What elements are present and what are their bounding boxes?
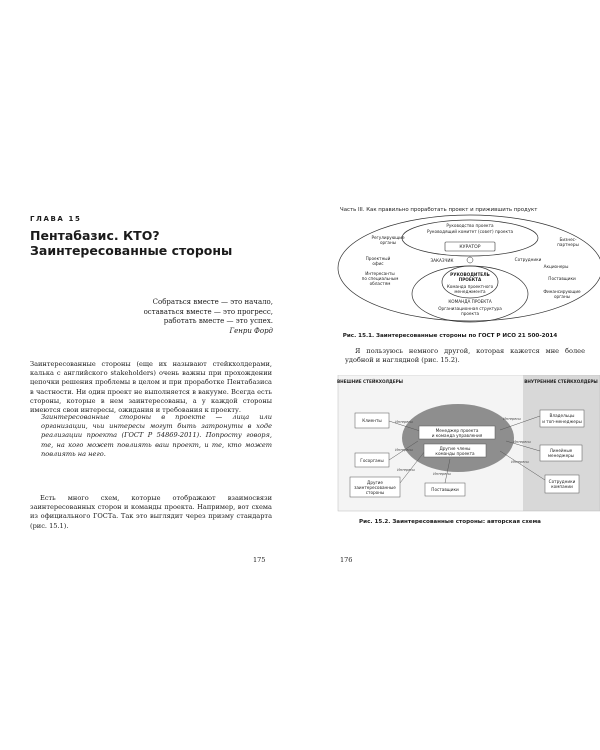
chapter-label: ГЛАВА 15 [30,215,82,223]
paragraph-intro: Заинтересованные стороны (еще их называют стейкхолдерами, калька с английского stakeholders) очень важны при прохождении цепочки решения проблемы в целом и при проработке Пентабазиса в частности. Ни один проект не выполняется в вакууме. Всегда есть стороны, которые в нем заинтересованы, а у каждой стороны имеются свои интересы, ожидания и требования к проекту. [30,360,272,415]
other-parties-label-3: стороны [365,490,385,495]
clients-label: Клиенты [362,418,382,423]
mgmt-label-2: менеджмента [454,289,486,294]
interests-tag-6: Интересы [513,440,531,444]
suppliers-label: Поставщики [548,276,576,281]
shareholders-label: Акционеры [543,264,569,269]
employees-label: Сотрудники [514,257,542,262]
gost-stakeholders-diagram [300,214,600,326]
head-label-1: РУКОВОДИТЕЛЬ [450,272,490,277]
members-label-1: Другие члены [439,446,471,451]
office-label-1: Проектный [365,256,391,261]
partners-label-1: Бизнес- [559,237,577,242]
interests-tag-1: Интересы [395,420,413,424]
paragraph-author-scheme: Я пользуюсь немного другой, которая кажется мне более удобной и наглядной (рис. 15.2). [345,347,585,365]
pm-label-1: Менеджер проекта [435,428,479,433]
curator-label: КУРАТОР [459,245,481,250]
page-number-left: 175 [253,556,266,564]
epigraph-line1: Собраться вместе — это начало, [152,298,273,306]
project-team-label: КОМАНДА ПРОЕКТА [448,299,492,304]
finance-label-1: Финансирующие [543,289,581,294]
figure-15-1-caption: Рис. 15.1. Заинтересованные стороны по ГОСТ Р ИСО 21 500-2014 [342,333,558,339]
epigraph-author: Генри Форд [229,326,273,335]
interests-tag-3: Интересы [397,468,415,472]
internal-title: ВНУТРЕННИЕ СТЕЙКХОЛДЕРЫ [524,379,598,384]
other-parties-label-1: Другие [367,480,383,485]
partners-label-2: партнеры [557,242,579,247]
page-number-right: 176 [340,556,353,564]
running-head: Часть III. Как правильно проработать проект и прижившить продукт [340,207,538,213]
regulators-label-2: органы [379,240,397,245]
author-stakeholders-diagram [300,375,600,515]
gov-label: Госорганы [360,458,384,463]
interests-label-2: по специальным [361,276,399,281]
top-label-2: Руководящий комитет (совет) проекта [426,229,514,234]
org-structure-label-1: Организационная структура [438,306,502,311]
interests-label-1: Интересанты [365,271,395,276]
interests-tag-5: Интересы [503,417,521,421]
owners-label-1: Владельцы [549,413,575,418]
employees-label-2: компании [551,484,573,489]
chapter-title [30,228,280,258]
finance-label-2: органы [553,294,571,299]
figure-15-2-caption: Рис. 15.2. Заинтересованные стороны: авторская схема [359,519,541,525]
office-label-2: офис [372,261,384,266]
epigraph [123,298,273,336]
head-label-2: ПРОЕКТА [458,277,482,282]
top-label-1: Руководство проекта [446,223,494,228]
customer-node [467,257,473,263]
customer-label: ЗАКАЗЧИК [430,258,454,263]
suppliers-label: Поставщики [431,487,459,492]
interests-tag-2: Интересы [395,448,413,452]
chapter-title-line2: Заинтересованные стороны [30,243,233,258]
employees-label-1: Сотрудники [548,479,576,484]
owners-label-2: и топ-менеджеры [542,419,582,424]
line-managers-label-1: Линейные [549,448,573,453]
interests-tag-4: Интересы [433,472,451,476]
epigraph-line2: оставаться вместе — это прогресс, [143,307,273,316]
regulators-label-1: Регулирующие [371,235,405,240]
members-label-2: команды проекта [435,451,475,456]
mgmt-label-1: Команда проектного [446,284,494,289]
other-parties-label-2: заинтересованные [354,485,396,490]
line-managers-label-2: менеджеры [547,453,575,458]
org-structure-label-2: проекта [460,311,480,316]
external-title: ВНЕШНИЕ СТЕЙКХОЛДЕРЫ [336,379,404,384]
paragraph-schemes: Есть много схем, которые отображают взаимосвязи заинтересованных сторон и команды проекта. Например, вот схема из официального ГОСТа. Так это выглядит через призму стандарта (рис. 15.1). [30,494,272,530]
chapter-title-line1: Пентабазис. КТО? [30,228,160,243]
right-page [300,0,600,750]
interests-label-3: областям [369,281,391,286]
interests-tag-7: Интересы [511,460,529,464]
pm-label-2: и команда управления [431,433,483,438]
epigraph-line3: работать вместе — это успех. [163,317,273,326]
definition-quote: Заинтересованные стороны в проекте — лица или организации, чьи интересы могут быть затронуты в ходе реализации проекта (ГОСТ Р 54869-2011). Попросту говоря, те, на кого может повлиять ваш проект, и те, кто может повлиять на него. [41,413,272,458]
